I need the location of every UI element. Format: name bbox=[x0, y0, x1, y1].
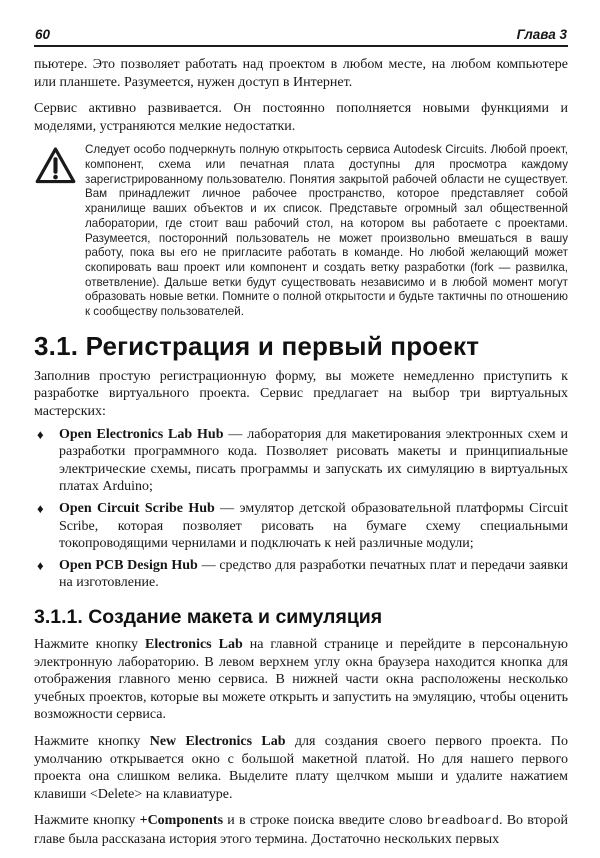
hub-term: Open Circuit Scribe Hub bbox=[59, 500, 215, 516]
hub-list bbox=[34, 426, 568, 592]
intro-paragraph-2: Сервис активно развивается. Он постоянно пополняется новыми функциями и моделями, устраняются мелкие недостатки. bbox=[34, 101, 568, 134]
intro-paragraph-1: пьютере. Это позволяет работать над проектом в любом месте, на любом компьютере или планшете. Разумеется, нужен доступ в Интернет. bbox=[34, 57, 568, 90]
chapter-title: Глава 3 bbox=[516, 27, 567, 42]
subsection-paragraph-3 bbox=[34, 812, 568, 848]
list-item-electronics-lab-hub bbox=[34, 426, 568, 496]
hub-desc: — средство для разработки печатных плат и передачи заявки на изготовление. bbox=[59, 557, 568, 591]
list-item-circuit-scribe-hub bbox=[34, 500, 568, 553]
hub-term: Open Electronics Lab Hub bbox=[59, 426, 224, 442]
list-item-pcb-design-hub bbox=[34, 557, 568, 592]
text-run: Нажмите кнопку bbox=[34, 813, 140, 829]
hub-desc: — лаборатория для макетирования электронных схем и разработки программного кода. Позволяет рисовать макеты и принципиальные электрические схемы, писать программы и запускать их симуляцию в виртуальных платах Arduino; bbox=[59, 426, 568, 495]
text-run: . Во второй главе была рассказана история этого термина. Достаточно нескольких первых bbox=[34, 813, 568, 847]
warning-note-text: Следует особо подчеркнуть полную открытость сервиса Autodesk Circuits. Любой проект, компонент, схема или печатная плата доступны для просмотра каждому зарегистрированному пользователю. Понятия закрытой рабочей области не существует. Вам принадлежит личное рабочее пространство, которое представляет собой хранилище ваших объектов и их список. Представьте огромный зал общественной лаборатории, где стоит ваш рабочий стол, на котором вы работаете с проектами. Разумеется, посторонний пользователь не может произвольно вмешаться в вашу работу, пока вы его не пригласите работать в команде. Но любой желающий может скопировать ваш проект или компонент и создать ветку разработки (fork — развилка, ответвление). Дальше ветки будут существовать независимо и в любой момент могут образовать новые ветки. Помните о полной открытости и будьте тактичны по отношению к сообществу пользователей. bbox=[85, 143, 568, 319]
subsection-paragraph-2 bbox=[34, 733, 568, 803]
warning-icon bbox=[34, 143, 85, 319]
subsection-heading: 3.1.1. Создание макета и симуляция bbox=[34, 605, 383, 628]
text-run: для создания своего первого проекта. По умолчанию открывается окно с большой макетной платой. Но для нашего первого проекта она слишком велика. Выделите плату щелчком мыши и удалите нажатием клавиши <Delete> на клавиатуре. bbox=[34, 733, 568, 802]
hub-desc: — эмулятор детской образовательной платформы Circuit Scribe, которая позволяет рисовать на бумаге схему специальными токопроводящими чернилами и подключать к ней различные модули; bbox=[59, 500, 568, 552]
text-run: на главной странице и перейдите в персональную электронную лабораторию. В левом верхнем углу окна браузера находится кнопка для отображения главного меню сервиса. В нижней части окна расположены несколько учебных проектов, которые вы можете открыть и запустить на эмуляцию, чтобы оценить возможности сервиса. bbox=[34, 636, 568, 723]
text-run: Нажмите кнопку bbox=[34, 733, 150, 749]
bullet-diamond-icon: ♦ bbox=[37, 557, 44, 573]
ui-button-reference: New Electronics Lab bbox=[149, 733, 286, 749]
section-heading: 3.1. Регистрация и первый проект bbox=[34, 330, 480, 361]
running-head bbox=[34, 0, 568, 47]
bullet-diamond-icon: ♦ bbox=[37, 500, 44, 516]
text-run: Нажмите кнопку bbox=[34, 636, 146, 652]
code-term: breadboard bbox=[426, 814, 499, 829]
subsection-paragraph-1 bbox=[34, 636, 568, 724]
bullet-diamond-icon: ♦ bbox=[37, 426, 44, 442]
section-intro-paragraph: Заполнив простую регистрационную форму, вы можете немедленно приступить к разработке виртуального проекта. Сервис предлагает на выбор три виртуальных мастерских: bbox=[34, 368, 568, 419]
hub-term: Open PCB Design Hub bbox=[59, 557, 198, 573]
ui-button-reference: Electronics Lab bbox=[145, 636, 243, 652]
text-run: и в строке поиска введите слово bbox=[223, 813, 427, 829]
page-number: 60 bbox=[35, 27, 51, 42]
ui-button-reference: +Components bbox=[139, 813, 224, 829]
warning-note bbox=[34, 143, 568, 319]
